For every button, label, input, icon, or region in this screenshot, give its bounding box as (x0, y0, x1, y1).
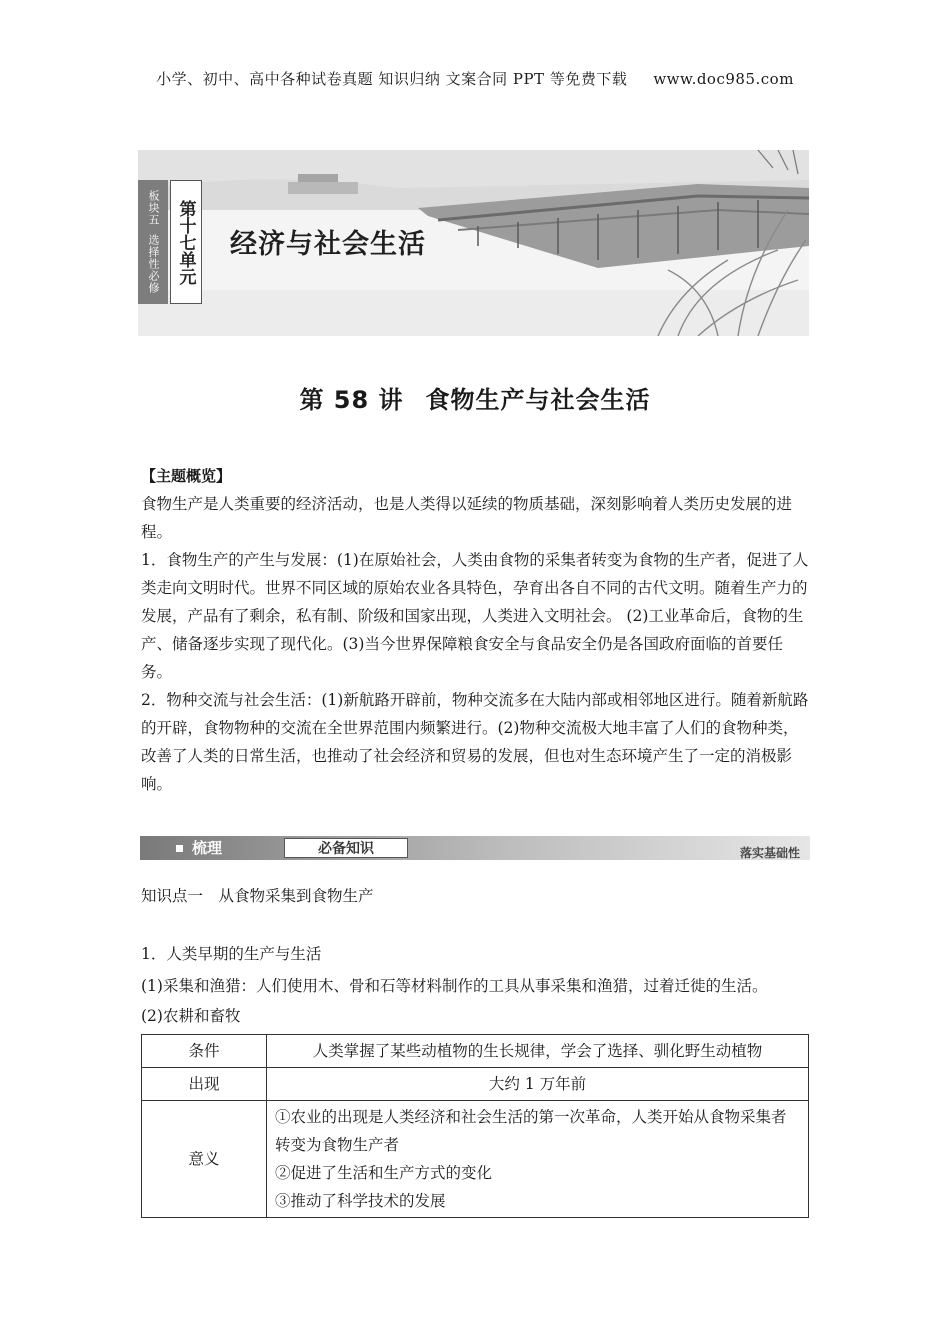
section-bar (140, 836, 810, 860)
overview-section (141, 462, 811, 798)
lecture-name: 食物生产与社会生活 (425, 386, 651, 414)
bar-label-review: 梳理 (192, 839, 223, 857)
overview-point-1: 1．食物生产的产生与发展：(1)在原始社会，人类由食物的采集者转变为食物的生产者，促进了人类走向文明时代。世界不同区域的原始农业各具特色，孕育出各自不同的古代文明。随着生产力的发展，产品有了剩余，私有制、阶级和国家出现，人类进入文明社会。 (2)工业革命后，食物的生产、储备逐步实现了现代化。(3)当今世界保障粮食安全与食品安全仍是各国政府面临的首要任务。 (141, 551, 809, 681)
bar-bullet-icon (176, 845, 183, 852)
table-row (142, 1035, 809, 1068)
table-value-significance (267, 1101, 809, 1218)
knowledge-point-title: 知识点一 从食物采集到食物生产 (141, 887, 374, 905)
table-key-condition: 条件 (142, 1035, 267, 1068)
overview-heading: 【主题概览】 (141, 467, 232, 485)
table-key-significance: 意义 (142, 1101, 267, 1218)
table-row (142, 1101, 809, 1218)
header-site: www.doc985.com (653, 70, 794, 88)
knowledge-sub-2: (2)农耕和畜牧 (141, 1007, 241, 1025)
unit-banner (138, 150, 809, 336)
knowledge-sub-1: (1)采集和渔猎：人们使用木、骨和石等材料制作的工具从事采集和渔猎，过着迁徙的生活。 (141, 977, 768, 995)
significance-line: ③推动了科学技术的发展 (275, 1192, 446, 1210)
side-label-bottom: 选择性必修 (147, 234, 160, 294)
unit-label: 第十七单元 (170, 180, 202, 304)
bar-label-right: 落实基础性 (739, 846, 800, 860)
significance-line: ②促进了生活和生产方式的变化 (275, 1164, 493, 1182)
header-watermark: 小学、初中、高中各种试卷真题 知识归纳 文案合同 PPT 等免费下载 (156, 70, 628, 88)
agriculture-table (141, 1034, 809, 1218)
bar-label-knowledge: 必备知识 (284, 838, 408, 858)
knowledge-body (141, 940, 811, 1030)
side-label-top: 板块五 (147, 190, 160, 226)
lecture-number: 第 58 讲 (299, 386, 404, 414)
section-side-strip (138, 180, 168, 304)
knowledge-item-1: 1．人类早期的生产与生活 (141, 945, 322, 963)
unit-title: 经济与社会生活 (230, 229, 426, 260)
overview-point-2: 2．物种交流与社会生活：(1)新航路开辟前，物种交流多在大陆内部或相邻地区进行。随着新航路的开辟，食物物种的交流在全世界范围内频繁进行。(2)物种交流极大地丰富了人们的食物种类，改善了人类的日常生活，也推动了社会经济和贸易的发展，但也对生态环境产生了一定的消极影响。 (141, 691, 809, 793)
table-key-appearance: 出现 (142, 1068, 267, 1101)
table-row (142, 1068, 809, 1101)
overview-intro: 食物生产是人类重要的经济活动，也是人类得以延续的物质基础，深刻影响着人类历史发展的进程。 (141, 495, 793, 541)
page-header (0, 68, 950, 89)
significance-line: ①农业的出现是人类经济和社会生活的第一次革命，人类开始从食物采集者转变为食物生产者 (275, 1108, 787, 1154)
lecture-title (0, 380, 950, 415)
table-value-appearance: 大约 1 万年前 (267, 1068, 809, 1101)
table-value-condition: 人类掌握了某些动植物的生长规律，学会了选择、驯化野生动植物 (267, 1035, 809, 1068)
